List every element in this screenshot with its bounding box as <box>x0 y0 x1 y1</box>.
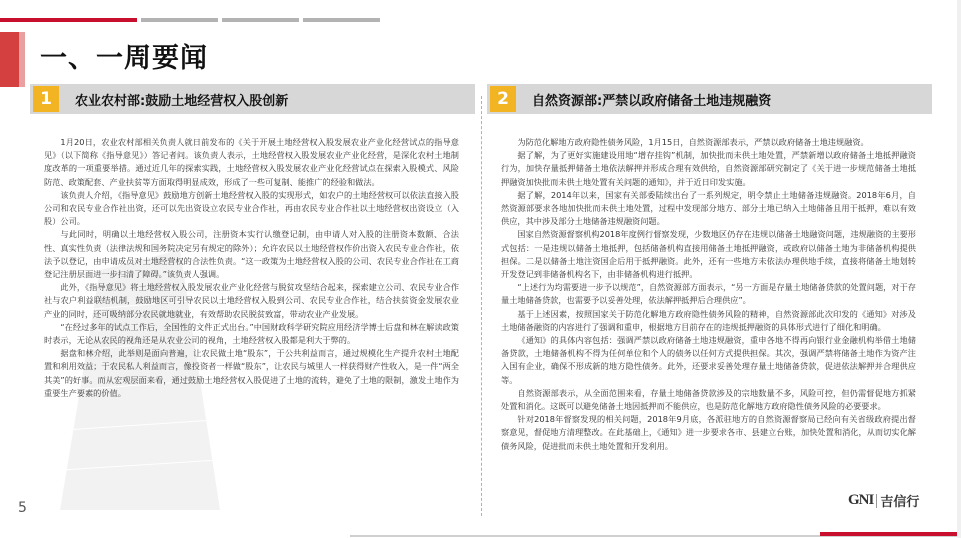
footer-accent-line <box>820 532 961 536</box>
logo-separator <box>876 494 877 508</box>
company-logo <box>848 491 919 510</box>
paragraph: 与此同时，明确以土地经营权入股公司，注册资本实行认缴登记制，由申请人对入股的注册资本数额、合法性、真实性负责（法律法规和国务院决定另有规定的除外）；允许农民以土地经营权作价出资入农民专业合作社，依法予以登记，由申请成员对土地经营权的合法性负责。“这一政策为土地经营权入股的公司、农民专业合作社在工商登记注册层面进一步扫清了障碍。”该负责人强调。 <box>44 229 459 280</box>
news-panel-agriculture <box>30 84 475 400</box>
panel-header <box>30 84 475 114</box>
paragraph: 据盘和林介绍，此举则是面向普遍，让农民做土地“股东”，于公共利益而言，通过规模化生产提升农村土地配置和利用效益；于农民私人利益而言，像投资者一样做“股东”，让农民与城里人一样获得财产性收入，是一件“两全其美”的好事。而从宏观层面来看，通过鼓励土地经营权入股促进了土地的流转，避免了土地的限制，激发土地作为重要生产要素的价值。 <box>44 348 459 398</box>
panel-title: 农业农村部:鼓励土地经营权入股创新 <box>75 93 289 109</box>
paragraph: 该负责人介绍，《指导意见》鼓励地方创新土地经营权入股的实现形式，如农户的土地经营权可以依法直接入股公司和农民专业合作社出资，还可以先出资设立农民专业合作社，再由农民专业合作社以土地经营权出资设立（入股）公司。 <box>44 189 459 227</box>
page-number: 5 <box>18 500 27 516</box>
title-side-block <box>0 32 19 87</box>
title-side-block-shadow <box>19 32 25 87</box>
panel-number-badge: 2 <box>490 86 516 112</box>
news-panel-natural-resources <box>487 84 932 453</box>
logo-text: 吉信行 <box>880 495 920 510</box>
paragraph: 据了解，2014年以来，国家有关部委陆续出台了一系列规定，明令禁止土地储备违规融资。2018年6月，自然资源部要求各地加快批而未供土地处置，过程中发现部分地方、部分土地已纳入土地储备且用于抵押，难以有效供应，其中涉及部分土地储备违规融资问题。 <box>501 189 916 227</box>
page-title: 一、一周要闻 <box>40 43 208 74</box>
paragraph: “在经过多年的试点工作后，全国性的文件正式出台。”中国财政科学研究院应用经济学博士后盘和林在解读政策时表示，无论从农民的视角还是从农业公司的视角，土地经营权入股都是利大于弊的。 <box>44 321 459 346</box>
panel-title: 自然资源部:严禁以政府储备土地违规融资 <box>532 93 772 109</box>
top-accent-bar-gray <box>303 18 380 22</box>
top-accent-bar-red <box>0 18 137 22</box>
paragraph: 据了解，为了更好实施建设用地“增存挂钩”机制，加快批而未供土地处置，严禁新增以政府储备土地抵押融资行为，加快存量抵押储备土地依法解押并形成合理有效供给，自然资源部研究制定了《关于进一步规范储备土地抵押融资加快批而未供土地处置有关问题的通知》，并于近日印发实施。 <box>501 150 916 187</box>
paragraph: 国家自然资源督察机构2018年度例行督察发现，少数地区仍存在违规以储备土地融资问题，违规融资的主要形式包括：一是违规以储备土地抵押，包括储备机构直接用储备土地抵押融资，或政府以储备土地为非储备机构提供担保。二是以储备土地注资国企后用于抵押融资。此外，还有一些地方未依法办理供地手续，直接将储备土地划转开发登记到非储备机构名下，由非储备机构进行抵押。 <box>501 229 916 280</box>
paragraph: 针对2018年督察发现的相关问题，2018年9月底，各派驻地方的自然资源督察局已经向有关省级政府提出督察意见，督促地方清理整改。在此基础上，《通知》进一步要求各市、县建立台账，加快处置和消化，从而切实化解债务风险，促进批而未供土地处置和开发利用。 <box>501 414 916 451</box>
column-divider <box>481 96 483 516</box>
panel-header <box>487 84 932 114</box>
panel-body <box>30 136 475 400</box>
paragraph: “上述行为均需要进一步予以规范”，自然资源部方面表示，“另一方面是存量土地储备贷款的处置问题，对于存量土地储备贷款，也需要予以妥善处理，依法解押抵押后合理供应”。 <box>501 282 916 306</box>
paragraph: 为防范化解地方政府隐性债务风险，1月15日，自然资源部表示，严禁以政府储备土地违规融资。 <box>517 137 869 147</box>
paragraph: 自然资源部表示，从全面范围来看，存量土地储备贷款涉及的宗地数量不多，风险可控，但仍需督促地方抓紧处置和消化。这既可以避免储备土地因抵押而不能供应，也是防范化解地方政府隐性债务风险的必要要求。 <box>501 387 916 412</box>
paragraph: 此外，《指导意见》将土地经营权入股发展农业产业化经营与脱贫攻坚结合起来，探索建立公司、农民专业合作社与农户利益联结机制，鼓励地区可引导农民以土地经营权入股到公司、农民专业合作社，结合扶贫资金发展农业产业的同时，还可吸纳部分农民就地就业，有效帮助农民脱贫致富，带动农业产业发展。 <box>44 282 459 319</box>
top-accent-bar-gray <box>222 18 299 22</box>
paragraph: 基于上述因素，按照国家关于防范化解地方政府隐性债务风险的精神，自然资源部此次印发的《通知》对涉及土地储备融资的内容进行了强调和重申，根据地方目前存在的违规抵押融资的具体形式进行了细化和明确。 <box>501 308 916 332</box>
slide-right-edge <box>957 0 961 538</box>
panel-number-badge: 1 <box>33 86 59 112</box>
top-accent-bar-gray <box>141 18 218 22</box>
panel-body <box>487 136 932 453</box>
paragraph: 1月20日，农业农村部相关负责人就日前发布的《关于开展土地经营权入股发展农业产业化经营试点的指导意见》（以下简称《指导意见》）答记者问。该负责人表示，土地经营权入股发展农业产业化经营，是深化农村土地制度改革的一项重要举措。通过近几年的探索实践，土地经营权入股发展农业产业化经营试点在探索入股模式、风险防范、政策配套、产业扶贫等方面取得明显成效，形成了一些可复制、能推广的经验和做法。 <box>44 137 459 187</box>
paragraph: 《通知》的具体内容包括：强调严禁以政府储备土地违规融资，重申各地不得再向银行业金融机构举借土地储备贷款，土地储备机构不得为任何单位和个人的债务以任何方式提供担保。其次，强调严禁将储备土地作为资产注入国有企业，确保不形成新的地方隐性债务。此外，还要求妥善处理存量土地储备贷款，促进依法解押并合理供应等。 <box>501 335 916 385</box>
logo-mark: GNI <box>848 492 874 508</box>
